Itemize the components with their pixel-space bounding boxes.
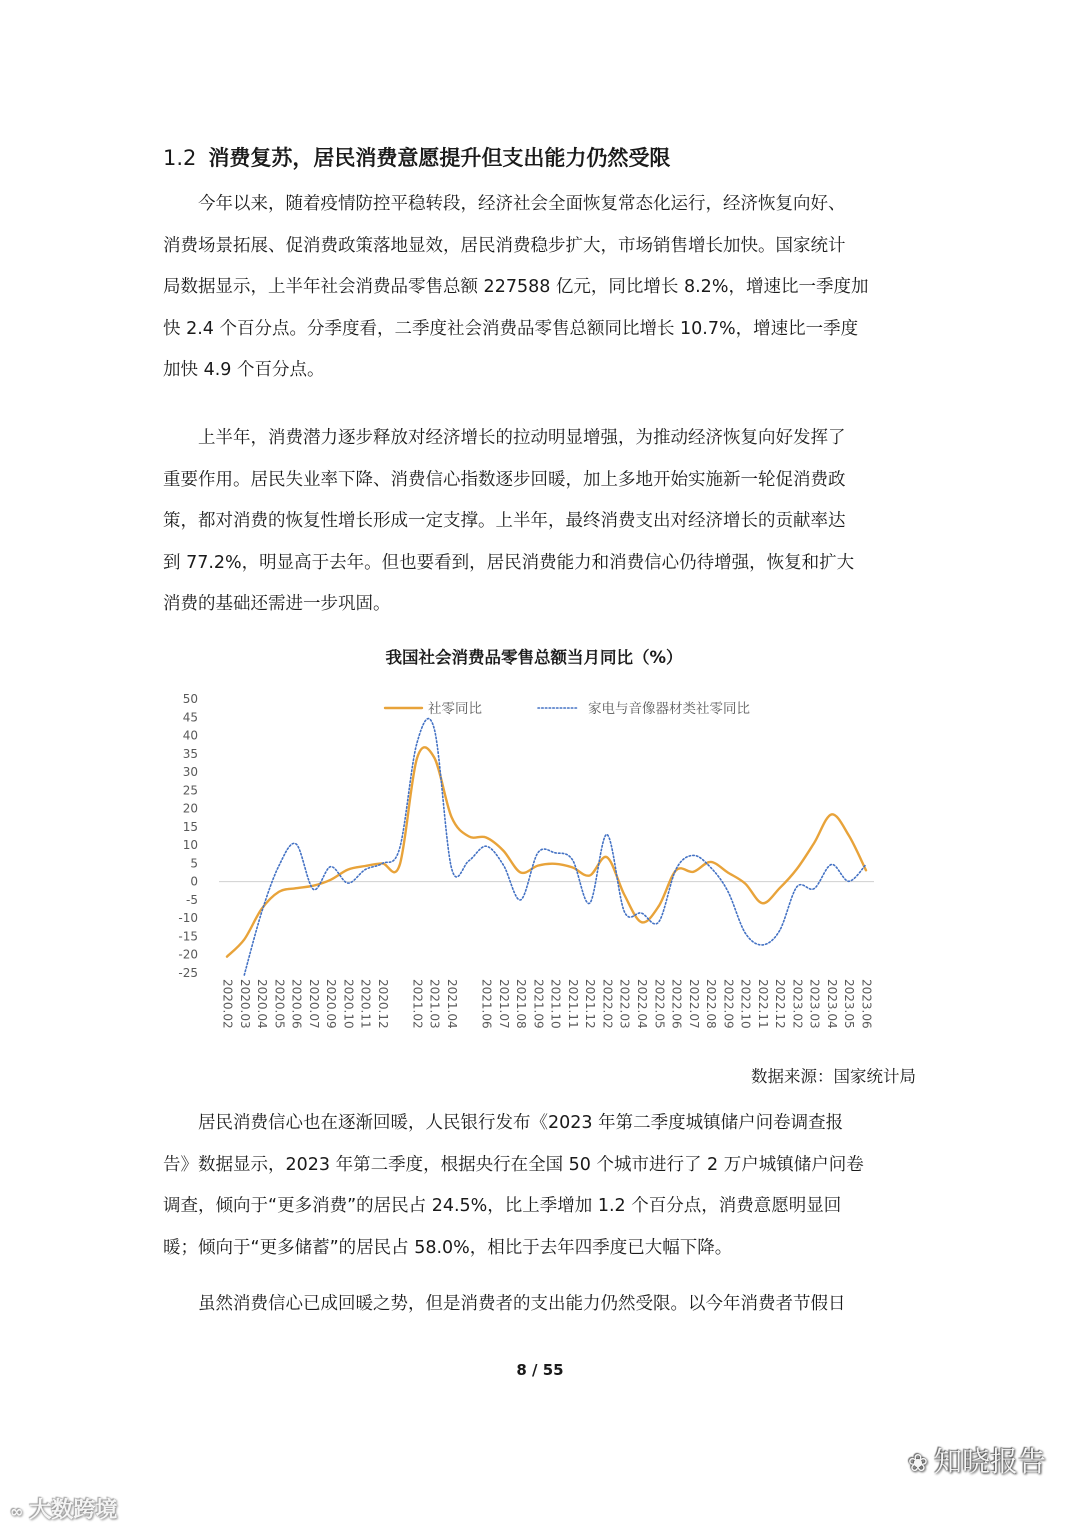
section-title: 消费复苏，居民消费意愿提升但支出能力仍然受限 [208,146,671,170]
x-tick-label: 2021.07 [496,979,511,1029]
x-tick-label: 2020.11 [358,979,373,1029]
paragraph-line: 上半年，消费潜力逐步释放对经济增长的拉动明显增强，为推动经济恢复向好发挥了 [198,428,846,448]
x-tick-label: 2023.06 [859,979,874,1029]
x-tick-label: 2023.03 [807,979,822,1029]
x-tick-label: 2023.05 [842,979,857,1029]
x-tick-label: 2022.07 [686,979,701,1029]
paragraph-line: 居民消费信心也在逐渐回暖，人民银行发布《2023 年第二季度城镇储户问卷调查报 [198,1113,844,1133]
section-number: 1.2 [163,146,197,170]
x-tick-label: 2020.04 [255,979,270,1029]
x-tick-label: 2021.09 [531,979,546,1029]
x-tick-label: 2022.03 [617,979,632,1029]
y-tick-label: 40 [182,728,198,743]
paragraph-line: 到 77.2%，明显高于去年。但也要看到，居民消费能力和消费信心仍待增强，恢复和扩大 [163,552,855,573]
watermark-right-text: 知晓报告 [933,1445,1046,1478]
x-tick-label: 2020.06 [289,979,304,1029]
y-tick-label: 0 [190,874,198,889]
paragraph-line: 策，都对消费的恢复性增长形成一定支撑。上半年，最终消费支出对经济增长的贡献率达 [163,511,846,531]
y-tick-label: 5 [190,856,198,871]
x-tick-label: 2021.10 [548,979,563,1029]
x-tick-label: 2021.03 [427,979,442,1029]
page-total: 55 [542,1361,564,1379]
paragraph-1 [163,184,913,392]
x-tick-label: 2022.09 [721,979,736,1029]
paragraph-line: 调查，倾向于“更多消费”的居民占 24.5%，比上季增加 1.2 个百分点，消费意愿明显回 [163,1196,842,1216]
y-tick-label: -5 [186,892,198,907]
page-separator: / [532,1361,538,1379]
paragraph-line: 快 2.4 个百分点。分季度看，二季度社会消费品零售总额同比增长 10.7%，增速比一季度 [163,318,859,339]
paragraph-line: 重要作用。居民失业率下降、消费信心指数逐步回暖，加上多地开始实施新一轮促消费政 [163,469,846,490]
y-tick-label: -15 [178,929,198,944]
y-tick-label: 50 [182,692,198,706]
paragraph-line: 消费场景拓展、促消费政策落地显效，居民消费稳步扩大，市场销售增长加快。国家统计 [163,235,846,256]
wechat-icon: ❀ [907,1449,928,1477]
watermark-right [908,1440,1046,1480]
x-tick-label: 2022.02 [600,979,615,1029]
paragraph-line: 局数据显示，上半年社会消费品零售总额 227588 亿元，同比增长 8.2%，增速比一季度加 [163,277,869,297]
x-tick-label: 2021.02 [410,979,425,1029]
y-tick-label: -10 [178,911,198,926]
y-tick-label: 35 [182,746,198,761]
y-tick-label: -20 [178,947,198,962]
data-source: 数据来源：国家统计局 [751,1067,916,1086]
paragraph-line: 今年以来，随着疫情防控平稳转段，经济社会全面恢复常态化运行，经济恢复向好、 [198,194,846,214]
y-tick-label: 25 [182,783,198,798]
paragraph-line: 暖；倾向于“更多储蓄”的居民占 58.0%，相比于去年四季度已大幅下降。 [163,1237,733,1258]
x-tick-label: 2022.11 [755,979,770,1029]
watermark-left-text: 大数跨境 [29,1498,118,1523]
x-tick-label: 2020.02 [220,979,235,1029]
y-tick-label: 30 [182,765,198,780]
paragraph-line: 消费的基础还需进一步巩固。 [163,594,391,614]
legend-label-1: 社零同比 [428,701,482,717]
x-tick-label: 2021.12 [583,979,598,1029]
x-tick-label: 2022.05 [652,979,667,1029]
x-tick-label: 2021.04 [445,979,460,1029]
x-tick-label: 2022.10 [738,979,753,1029]
chart-title: 我国社会消费品零售总额当月同比（%） [385,648,683,667]
x-tick-label: 2020.09 [324,979,339,1029]
paragraph-3 [163,1103,913,1269]
legend-label-2: 家电与音像器材类社零同比 [588,701,750,717]
watermark-logo-icon: ∞ [10,1502,24,1521]
watermark-left [10,1493,117,1524]
paragraph-line: 加快 4.9 个百分点。 [163,360,325,380]
paragraph-4 [163,1284,913,1326]
series-line-1 [227,747,866,956]
y-tick-label: -25 [178,966,198,980]
x-tick-label: 2022.06 [669,979,684,1029]
x-tick-label: 2022.12 [773,979,788,1029]
y-tick-label: 10 [182,838,198,853]
paragraph-line: 虽然消费信心已成回暖之势，但是消费者的支出能力仍然受限。以今年消费者节假日 [198,1294,846,1314]
page-current: 8 [516,1361,527,1379]
x-tick-label: 2020.05 [272,979,287,1029]
x-tick-label: 2021.08 [514,979,529,1029]
line-chart [160,680,900,1050]
y-tick-label: 20 [182,801,198,816]
x-tick-label: 2020.07 [306,979,321,1029]
x-tick-label: 2020.03 [237,979,252,1029]
paragraph-2 [163,418,913,626]
paragraph-line: 告》数据显示，2023 年第二季度，根据央行在全国 50 个城市进行了 2 万户城镇储户问卷 [163,1154,864,1175]
x-tick-label: 2020.12 [375,979,390,1029]
x-tick-label: 2022.04 [634,979,649,1029]
x-tick-label: 2023.02 [790,979,805,1029]
page-number [0,1359,1080,1381]
y-tick-label: 15 [182,819,198,834]
series-line-2 [244,719,866,975]
x-tick-label: 2023.04 [824,979,839,1029]
y-tick-label: 45 [182,710,198,725]
section-heading [163,143,923,173]
x-tick-label: 2022.08 [704,979,719,1029]
x-tick-label: 2021.06 [479,979,494,1029]
x-tick-label: 2021.11 [565,979,580,1029]
x-tick-label: 2020.10 [341,979,356,1029]
